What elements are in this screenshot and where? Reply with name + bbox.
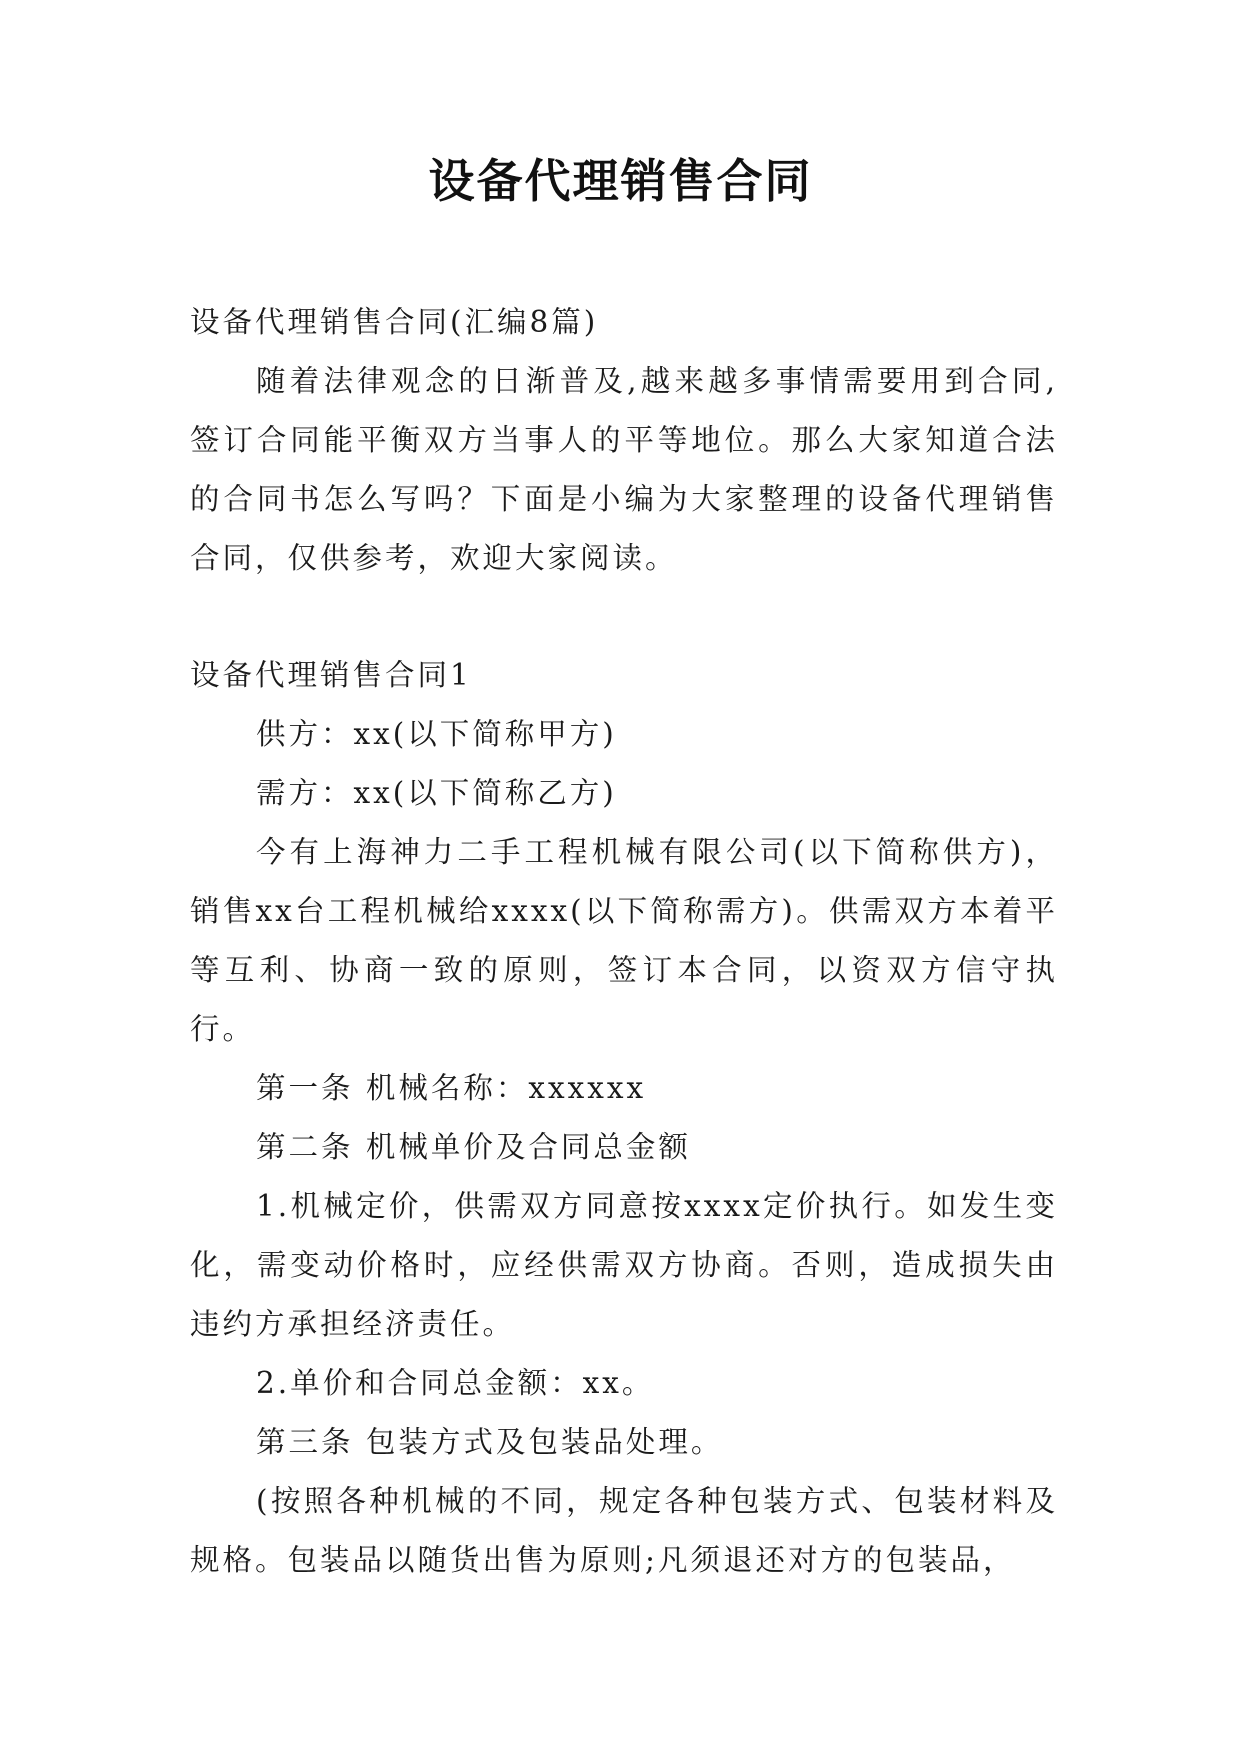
article-3: 第三条 包装方式及包装品处理。 [256,1425,724,1459]
preamble-paragraph: 今有上海神力二手工程机械有限公司(以下简称供方)，销售xx台工程机械给xxxx(以下简称需方)。供需双方本着平等互利、协商一致的原则，签订本合同，以资双方信守执行。 [190,835,1058,1046]
collection-heading: 设备代理销售合同(汇编8篇) [190,305,599,339]
article-2: 第二条 机械单价及合同总金额 [256,1130,691,1164]
document-body [190,293,1058,1590]
buyer-line: 需方：xx(以下简称乙方) [256,776,617,810]
article-3-text: (按照各种机械的不同，规定各种包装方式、包装材料及规格。包装品以随货出售为原则;凡须退还对方的包装品， [190,1484,1058,1577]
article-1: 第一条 机械名称：xxxxxx [256,1071,647,1105]
article-2-item-2: 2.单价和合同总金额：xx。 [256,1366,655,1400]
supplier-line: 供方：xx(以下简称甲方) [256,717,617,751]
contract-heading: 设备代理销售合同1 [190,658,472,692]
document-title: 设备代理销售合同 [428,154,813,208]
article-2-item-1: 1.机械定价，供需双方同意按xxxx定价执行。如发生变化，需变动价格时，应经供需双方协商。否则，造成损失由违约方承担经济责任。 [190,1189,1058,1341]
intro-paragraph: 随着法律观念的日渐普及,越来越多事情需要用到合同,签订合同能平衡双方当事人的平等地位。那么大家知道合法的合同书怎么写吗？下面是小编为大家整理的设备代理销售合同，仅供参考，欢迎大家阅读。 [190,364,1058,575]
section-spacer [190,588,1058,646]
